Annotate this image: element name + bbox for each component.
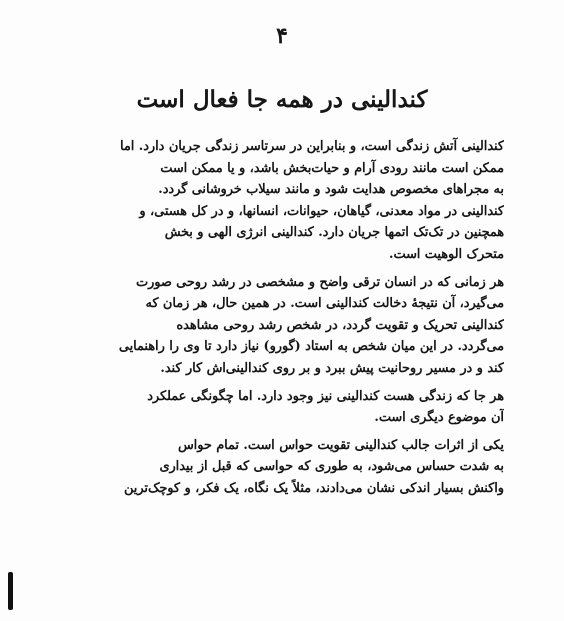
chapter-body bbox=[82, 136, 504, 506]
chapter-title: کندالینی در همه جا فعال است bbox=[136, 86, 428, 113]
chapter-number: ۴ bbox=[276, 23, 288, 49]
text-line: کندالینی آتش زندگی است، و بنابراین در سرتاسر زندگی جریان دارد. اما bbox=[120, 139, 504, 154]
text-line: ممکن است مانند رودی آرام و حیات‌بخش باشد، و یا ممکن است bbox=[160, 160, 504, 176]
text-line: کندالینی در مواد معدنی، گیاهان، حیوانات، انسانها، و در کل هستی، و bbox=[139, 203, 504, 219]
text-line: هر زمانی که در انسان ترقی واضح و مشخصی در رشد روحی صورت bbox=[136, 274, 504, 290]
text-line: یکی از اثرات جالب کندالینی تقویت حواس است. تمام حواس bbox=[178, 437, 504, 453]
text-line: می‌گیرد، آن نتیجهٔ دخالت کندالینی است. در همین حال، هر زمان که bbox=[145, 296, 504, 312]
text-line: به مجراهای مخصوص هدایت شود و مانند سیلاب خروشانی گردد. bbox=[158, 182, 504, 198]
text-line: هر جا که زندگی هست کندالینی نیز وجود دارد. اما چگونگی عملکرد bbox=[147, 388, 504, 404]
text-line: کندالینی تحریک و تقویت گردد، در شخص رشد روحی مشاهده bbox=[176, 317, 504, 333]
text-line: به شدت حساس می‌شود، به طوری که حواسی که قبل از بیداری bbox=[159, 459, 504, 475]
paragraph-2 bbox=[82, 272, 504, 380]
text-line: کند و در مسیر روحانیت پیش ببرد و بر روی کندالینی‌اش کار کند. bbox=[160, 360, 504, 376]
paragraph-4 bbox=[82, 435, 504, 500]
paragraph-3 bbox=[82, 386, 504, 429]
text-line: همچنین در تک‌تک اتمها جریان دارد. کندالینی انرژی الهی و بخش bbox=[164, 225, 504, 241]
page-edge-mark bbox=[8, 572, 13, 610]
text-line: متحرک الوهیت است. bbox=[389, 246, 504, 262]
paragraph-1 bbox=[82, 136, 504, 266]
text-line: آن موضوع دیگری است. bbox=[374, 410, 504, 426]
text-line: واکنش بسیار اندکی نشان می‌دادند، مثلاً یک نگاه، یک فکر، و کوچک‌ترین bbox=[124, 480, 504, 496]
text-line: می‌گردد. در این میان شخص به استاد (گورو) نیاز دارد تا وی را راهنمایی bbox=[118, 339, 504, 355]
